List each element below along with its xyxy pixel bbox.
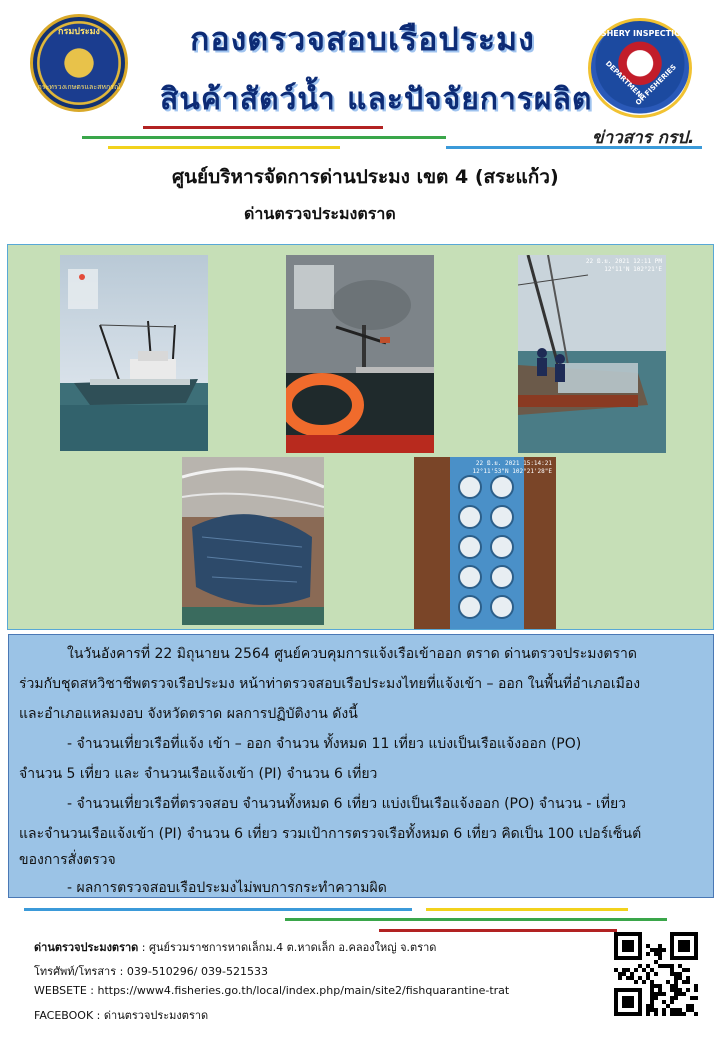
center-name: ศูนย์บริหารจัดการด่านประมง เขต 4 (สระแก้ว) (172, 166, 559, 188)
report-p3b: และจำนวนเรือแจ้งเข้า (PI) จำนวน 6 เที่ยว รวมเป้าการตรวจเรือทั้งหมด 6 เที่ยว คิดเป็น 100 เปอร์เซ็นต์ (19, 826, 642, 842)
logo-left-text: กรมประมง (58, 27, 100, 37)
footer-fb-link[interactable]: ด่านตรวจประมงตราด (100, 1009, 209, 1022)
footer-facebook (34, 1006, 208, 1024)
logo-right-right-text: OF FISHERIES (634, 63, 678, 107)
checkpoint-name: ด่านตรวจประมงตราด (244, 204, 396, 223)
report-p1c: และอำเภอแหลมงอบ จังหวัดตราด ผลการปฏิบัติงาน ดังนี้ (19, 706, 358, 722)
footer-office (34, 938, 436, 956)
photo-boat-deck (518, 255, 666, 453)
footer-phone-label: โทรศัพท์/โทรสาร : (34, 965, 124, 978)
report-p3: - จำนวนเที่ยวเรือที่ตรวจสอบ จำนวนทั้งหมด 6 เที่ยว แบ่งเป็นเรือแจ้งออก (PO) จำนวน - เที่ยว (67, 796, 627, 812)
footer-divider-green (285, 918, 667, 921)
photo-radar-lifebuoy (286, 255, 434, 453)
photo-timestamp: 22 มิ.ย. 2021 12:11 PM 12°11'N 102°21'E (585, 258, 662, 273)
footer-divider-red (379, 929, 617, 932)
report-p2b: จำนวน 5 เที่ยว และ จำนวนเรือแจ้งเข้า (PI) จำนวน 6 เที่ยว (19, 766, 378, 782)
report-p1: ในวันอังคารที่ 22 มิถุนายน 2564 ศูนย์ควบคุมการแจ้งเรือเข้าออก ตราด ด่านตรวจประมงตราด (67, 646, 637, 662)
qr-code[interactable] (614, 932, 698, 1016)
footer-office-address: : ศูนย์รวมราชการหาดเล็กม.4 ต.หาดเล็ก อ.คลองใหญ่ จ.ตราด (138, 941, 437, 954)
report-p3c: ของการสั่งตรวจ (19, 852, 116, 868)
footer-divider-yellow (426, 908, 628, 911)
footer-website (34, 984, 509, 997)
photo-fishing-net (182, 457, 324, 625)
photo-timestamp: 22 มิ.ย. 2021 15:14:21 12°11'53"N 102°21'28"E (472, 460, 552, 475)
fishery-inspection-logo (588, 18, 692, 118)
news-label: ข่าวสาร กรป. (592, 128, 695, 148)
report-p4: - ผลการตรวจสอบเรือประมงไม่พบการกระทำความผิด (67, 880, 387, 896)
logo-left-subtext: กระทรวงเกษตรและสหกรณ์ (37, 83, 121, 91)
page-title-line2: สินค้าสัตว์น้ำ และปัจจัยการผลิต (160, 82, 593, 117)
divider-yellow (108, 146, 340, 149)
qr-code-graphic (614, 932, 698, 1016)
photo-panel (7, 244, 714, 630)
department-of-fisheries-logo (30, 14, 128, 112)
report-panel (8, 634, 714, 898)
logo-right-top-text: FISHERY INSPECTION (592, 29, 688, 38)
photo-fish-hold (414, 457, 556, 629)
report-p2: - จำนวนเที่ยวเรือที่แจ้ง เข้า – ออก จำนวน ทั้งหมด 11 เที่ยว แบ่งเป็นเรือแจ้งออก (PO) (67, 736, 582, 752)
page-title-line1: กองตรวจสอบเรือประมง (190, 20, 535, 58)
footer-phone-value: 039-510296/ 039-521533 (123, 965, 268, 978)
divider-green (82, 136, 446, 139)
photo-fishing-boat (60, 255, 208, 451)
footer-fb-label: FACEBOOK : (34, 1009, 101, 1022)
footer-web-link[interactable]: https://www4.fisheries.go.th/local/index.php/main/site2/fishquarantine-trat (93, 984, 510, 997)
report-p1b: ร่วมกับชุดสหวิชาชีพตรวจเรือประมง หน้าท่าตรวจสอบเรือประมงไทยที่แจ้งเข้า – ออก ในพื้นที่อำเภอเมือง (19, 676, 641, 692)
divider-red (143, 126, 383, 129)
footer-office-label: ด่านตรวจประมงตราด (34, 941, 139, 954)
logo-right-left-text: DEPARTMENT (603, 59, 647, 103)
footer-divider-blue (24, 908, 412, 911)
footer-web-label: WEBSETE : (34, 984, 94, 997)
footer-phone (34, 962, 268, 980)
